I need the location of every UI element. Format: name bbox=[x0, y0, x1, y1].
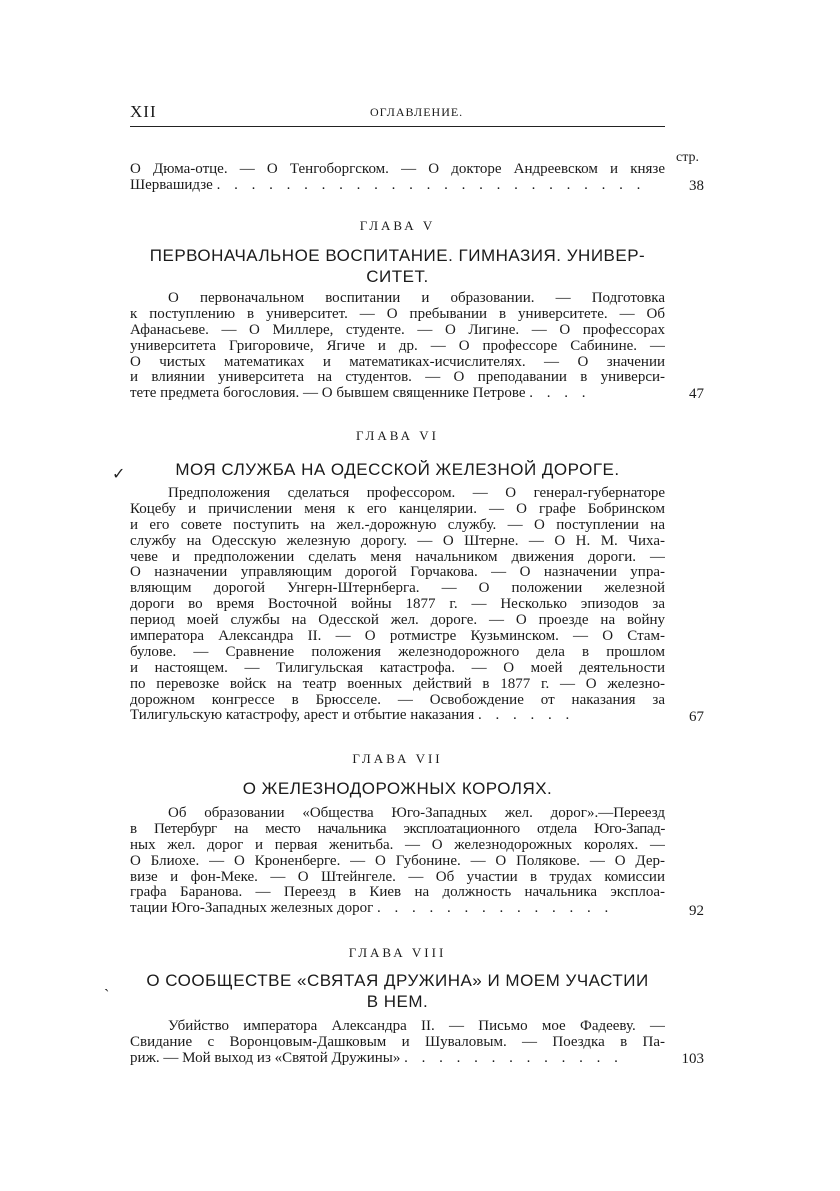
toc-entry bbox=[130, 291, 665, 402]
entry-line-text: риж. — Мой выход из «Святой Дружины» bbox=[130, 1050, 401, 1066]
page-column-label: стр. bbox=[676, 150, 700, 165]
entry-line: и настоящем. — Тилигульская катастрофа. — О моей деятельности bbox=[130, 660, 665, 676]
entry-line: дороги во время Восточной войны 1877 г. — Несколько эпизодов за bbox=[130, 597, 665, 613]
entry-line: булове. — Сравнение положения железнодорожного дела в прошлом bbox=[130, 644, 665, 660]
entry-line: О Дюма-отце. — О Тенгоборгском. — О докторе Андреевском и князе bbox=[130, 162, 665, 177]
entry-line-last bbox=[130, 178, 665, 194]
entry-line: университета Григоровиче, Ягиче и др. — О профессоре Сабинине. — bbox=[130, 338, 665, 354]
entry-line: Коцебу и причислении меня к его канцелярии. — О графе Бобринском bbox=[130, 501, 665, 517]
leader-dots: . . . . . . . . . . . . . bbox=[404, 1050, 623, 1066]
entry-line: О чистых математиках и математиках-исчислителях. — О значении bbox=[130, 354, 665, 370]
margin-checkmark: ✓ bbox=[112, 466, 126, 483]
chapter-title bbox=[130, 778, 665, 799]
entry-line: Убийство императора Александра II. — Письмо мое Фадееву. — bbox=[168, 1019, 665, 1034]
entry-line-last bbox=[130, 386, 665, 402]
page-roman-numeral: XII bbox=[130, 102, 157, 121]
chapter-title bbox=[130, 245, 665, 287]
entry-line: Свидание с Воронцовым-Дашковым и Шуваловым. — Поездка в Па- bbox=[130, 1034, 665, 1050]
page-number: 67 bbox=[689, 709, 704, 725]
running-header bbox=[130, 100, 665, 122]
entry-line-last bbox=[130, 901, 665, 917]
entry-line: по перевозке войск на театр военных действий в 1877 г. — О железно- bbox=[130, 676, 665, 692]
chapter-label: ГЛАВА VI bbox=[356, 428, 439, 443]
entry-line-last bbox=[130, 1051, 665, 1067]
page-number: 47 bbox=[689, 386, 704, 402]
entry-line: к поступлению в университет. — О пребывании в университете. — Об bbox=[130, 306, 665, 322]
entry-line: период моей службы на Одесской жел. дороге. — О проезде на войну bbox=[130, 613, 665, 629]
entry-line: О назначении управляющим дорогой Горчакова. — О назначении упра- bbox=[130, 565, 665, 581]
chapter-title-line: СИТЕТ. bbox=[366, 267, 429, 286]
entry-line: чеве и предположении сделать меня начальником движения дороги. — bbox=[130, 549, 665, 565]
chapter-label: ГЛАВА VII bbox=[352, 751, 443, 766]
entry-line: и его совете поступить на жел.-дорожную службу. — О поступлении на bbox=[130, 517, 665, 533]
toc-entry bbox=[130, 162, 665, 194]
entry-line: визе и фон-Меке. — О Штейнгеле. — Об участии в трудах комиссии bbox=[130, 869, 665, 885]
entry-line: О первоначальном воспитании и образовании. — Подготовка bbox=[168, 291, 665, 306]
margin-pencil-mark: ˎ bbox=[104, 975, 110, 992]
chapter-label: ГЛАВА VIII bbox=[348, 945, 447, 960]
leader-dots: . . . . . . . . . . . . . . bbox=[377, 901, 614, 917]
toc-entry bbox=[130, 486, 665, 724]
running-title: ОГЛАВЛЕНИЕ. bbox=[370, 105, 464, 119]
entry-line: вляющим дорогой Унгерн-Штернберга. — О положении железной bbox=[130, 581, 665, 597]
page-number: 103 bbox=[681, 1051, 704, 1067]
chapter-title-line: МОЯ СЛУЖБА НА ОДЕССКОЙ ЖЕЛЕЗНОЙ ДОРОГЕ. bbox=[175, 460, 620, 479]
entry-line: Об образовании «Общества Юго-Западных жел. дорог».—Переезд bbox=[168, 806, 665, 821]
leader-dots: . . . . bbox=[529, 386, 591, 402]
leader-dots: . . . . . . bbox=[477, 708, 575, 724]
chapter-title-line: О СООБЩЕСТВЕ «СВЯТАЯ ДРУЖИНА» И МОЕМ УЧАСТИИ bbox=[146, 971, 649, 990]
entry-line-last bbox=[130, 708, 665, 724]
chapter-title bbox=[130, 970, 665, 1012]
chapter-label: ГЛАВА V bbox=[359, 218, 436, 233]
entry-line-text: тации Юго-Западных железных дорог bbox=[130, 901, 374, 917]
entry-line: дорожном конгрессе в Брюсселе. — Освобождение от наказания за bbox=[130, 692, 665, 708]
entry-line: Афанасьеве. — О Миллере, студенте. — О Лигине. — О профессорах bbox=[130, 322, 665, 338]
entry-line-text: тете предмета богословия. — О бывшем священнике Петрове bbox=[130, 386, 526, 402]
leader-dots: . . . . . . . . . . . . . . . . . . . . . . . . . bbox=[216, 177, 646, 193]
chapter-title-line: В НЕМ. bbox=[366, 992, 429, 1011]
chapter-title bbox=[130, 459, 665, 480]
entry-line: О Блиохе. — О Кроненберге. — О Губонине. — О Полякове. — О Дер- bbox=[130, 853, 665, 869]
entry-line: ных жел. дорог и первая женитьба. — О железнодорожных королях. — bbox=[130, 837, 665, 853]
chapter-title-line: О ЖЕЛЕЗНОДОРОЖНЫХ КОРОЛЯХ. bbox=[242, 779, 553, 798]
page-number: 38 bbox=[689, 178, 704, 194]
toc-entry bbox=[130, 1019, 665, 1067]
entry-line: императора Александра II. — О ротмистре Кузьминском. — О Стам- bbox=[130, 629, 665, 645]
entry-line: в Петербург на место начальника эксплоатационного отдела Юго-Запад- bbox=[130, 821, 665, 837]
entry-line: графа Баранова. — Переезд в Киев на должность начальника эксплоа- bbox=[130, 885, 665, 901]
entry-line: службу на Одесскую железную дорогу. — О Штерне. — О Н. М. Чиха- bbox=[130, 533, 665, 549]
header-rule bbox=[130, 126, 665, 127]
entry-line: Предположения сделаться профессором. — О генерал-губернаторе bbox=[168, 486, 665, 501]
entry-line-text: Тилигульскую катастрофу, арест и отбытие наказания bbox=[130, 708, 475, 724]
entry-line: и влиянии университета на студентов. — О преподавании в универси- bbox=[130, 370, 665, 386]
page-number: 92 bbox=[689, 903, 704, 919]
chapter-title-line: ПЕРВОНАЧАЛЬНОЕ ВОСПИТАНИЕ. ГИМНАЗИЯ. УНИВЕР- bbox=[149, 246, 646, 265]
toc-entry bbox=[130, 806, 665, 917]
entry-line-text: Шервашидзе bbox=[130, 177, 213, 193]
